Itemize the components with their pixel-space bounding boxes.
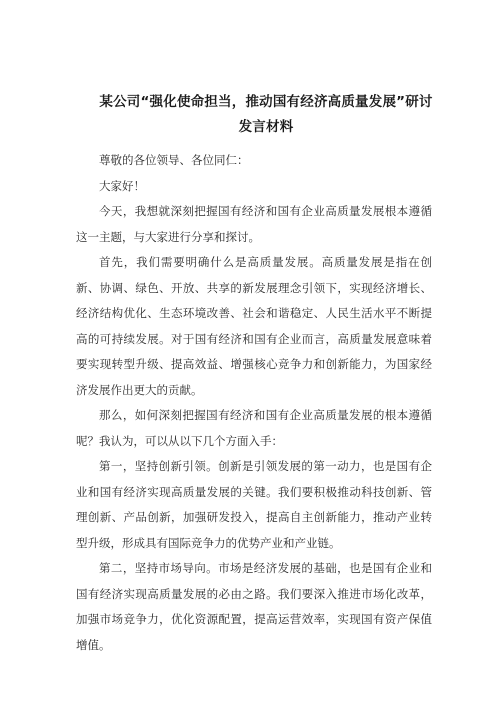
paragraph-point-two: 第二，坚持市场导向。市场是经济发展的基础，也是国有企业和国有经济实现高质量发展的必由之路。我们要深入推进市场化改革，加强市场竞争力，优化资源配置，提高运营效率，实现国有资产保值增值。 <box>76 561 432 652</box>
paragraph-salutation: 尊敬的各位领导、各位同仁： <box>99 153 249 167</box>
document-body <box>76 148 432 658</box>
document-title: 某公司“强化使命担当，推动国有经济高质量发展”研讨发言材料 <box>99 94 433 135</box>
paragraph-question: 那么，如何深刻把握国有经济和国有企业高质量发展的根本遵循呢？我认为，可以从以下几个方面入手： <box>76 408 432 448</box>
paragraph-point-one: 第一，坚持创新引领。创新是引领发展的第一动力，也是国有企业和国有经济实现高质量发展的关键。我们要积极推动科技创新、管理创新、产品创新，加强研发投入，提高自主创新能力，推动产业转型升级，形成具有国际竞争力的优势产业和产业链。 <box>76 459 432 550</box>
paragraph-definition: 首先，我们需要明确什么是高质量发展。高质量发展是指在创新、协调、绿色、开放、共享的新发展理念引领下，实现经济增长、经济结构优化、生态环境改善、社会和谐稳定、人民生活水平不断提高的可持续发展。对于国有经济和国有企业而言，高质量发展意味着要实现转型升级、提高效益、增强核心竞争力和创新能力，为国家经济发展作出更大的贡献。 <box>76 255 432 397</box>
paragraph-greeting: 大家好！ <box>99 178 145 193</box>
paragraph-intro: 今天，我想就深刻把握国有经济和国有企业高质量发展根本遵循这一主题，与大家进行分享和探讨。 <box>76 204 432 244</box>
